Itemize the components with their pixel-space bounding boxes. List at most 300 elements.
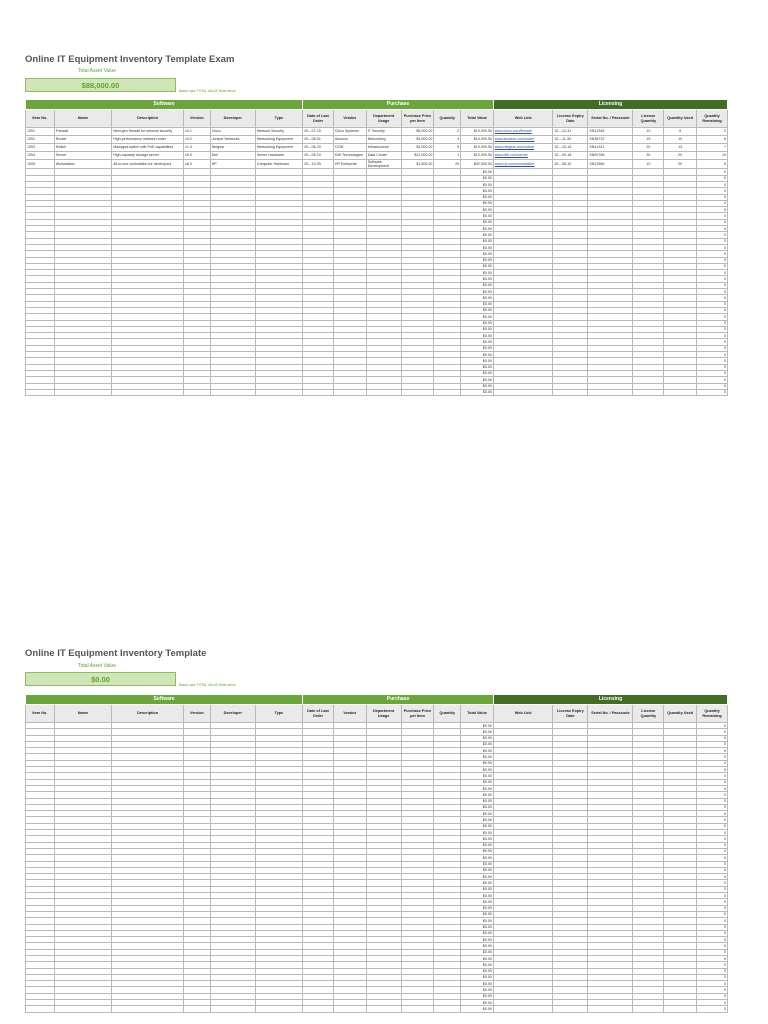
cell-vendor[interactable]: Dell Technologies xyxy=(333,152,366,160)
cell-license-quantity[interactable] xyxy=(633,389,664,395)
cell-quantity-remaining[interactable]: 7 xyxy=(697,144,728,152)
cell-total-value[interactable]: $0.00 xyxy=(461,911,494,917)
column-header-license-expiry[interactable]: License Expiry Date xyxy=(553,705,588,723)
cell-web-link[interactable] xyxy=(493,389,553,395)
column-header-purchase-price[interactable]: Purchase Price per Item xyxy=(401,705,434,723)
cell-total-value[interactable]: $0.00 xyxy=(461,798,494,804)
cell-item-no[interactable]: 1002 xyxy=(26,136,55,144)
cell-total-value[interactable]: $0.00 xyxy=(461,804,494,810)
cell-item-no[interactable] xyxy=(26,1006,55,1012)
cell-purchase-price[interactable]: $1,600.00 xyxy=(401,160,434,169)
cell-version[interactable]: v2.1 xyxy=(184,128,211,136)
cell-quantity-remaining[interactable]: 0 xyxy=(697,301,728,307)
cell-license-quantity[interactable]: 30 xyxy=(633,152,664,160)
cell-name[interactable]: Switch xyxy=(54,144,111,152)
cell-quantity-remaining[interactable]: 0 xyxy=(697,955,728,961)
cell-serial-no[interactable]: SN12565 xyxy=(588,160,633,169)
cell-quantity-remaining[interactable]: 0 xyxy=(697,767,728,773)
cell-quantity-remaining[interactable]: 0 xyxy=(697,333,728,339)
cell-total-value[interactable]: $0.00 xyxy=(461,767,494,773)
cell-quantity-remaining[interactable]: 0 xyxy=(697,1000,728,1006)
column-header-developer[interactable]: Developer xyxy=(210,110,255,128)
cell-department-usage[interactable] xyxy=(366,389,401,395)
cell-quantity[interactable] xyxy=(434,1006,461,1012)
cell-quantity-remaining[interactable]: 0 xyxy=(697,326,728,332)
cell-version[interactable]: v5.0 xyxy=(184,152,211,160)
cell-department-usage[interactable]: Data Center xyxy=(366,152,401,160)
cell-type[interactable] xyxy=(255,389,302,395)
cell-quantity-used[interactable]: 10 xyxy=(664,136,697,144)
cell-quantity-remaining[interactable]: 0 xyxy=(697,842,728,848)
cell-quantity-remaining[interactable]: 0 xyxy=(697,735,728,741)
cell-total-value[interactable]: $10,000.00 xyxy=(461,144,494,152)
cell-type[interactable]: Server Hardware xyxy=(255,152,302,160)
column-header-date-of-last-order[interactable]: Date of Last Order xyxy=(303,705,334,723)
cell-total-value[interactable]: $0.00 xyxy=(461,339,494,345)
cell-total-value[interactable]: $0.00 xyxy=(461,899,494,905)
cell-developer[interactable]: Juniper Networks xyxy=(210,136,255,144)
cell-quantity-remaining[interactable]: 5 xyxy=(697,160,728,169)
cell-department-usage[interactable]: Software Development xyxy=(366,160,401,169)
cell-total-value[interactable]: $0.00 xyxy=(461,1006,494,1012)
cell-total-value[interactable]: $0.00 xyxy=(461,200,494,206)
cell-total-value[interactable]: $0.00 xyxy=(461,974,494,980)
cell-description[interactable]: Next-gen firewall for network security xyxy=(112,128,184,136)
cell-quantity-remaining[interactable]: 0 xyxy=(697,383,728,389)
cell-quantity[interactable]: 20 xyxy=(434,160,461,169)
cell-total-value[interactable]: $0.00 xyxy=(461,295,494,301)
cell-total-value[interactable]: $0.00 xyxy=(461,383,494,389)
cell-quantity-remaining[interactable]: 0 xyxy=(697,169,728,175)
cell-serial-no[interactable]: SN38723 xyxy=(588,136,633,144)
cell-type[interactable]: Networking Equipment xyxy=(255,144,302,152)
cell-total-value[interactable]: $0.00 xyxy=(461,270,494,276)
cell-total-value[interactable]: $0.00 xyxy=(461,377,494,383)
cell-serial-no[interactable]: SN92785 xyxy=(588,152,633,160)
cell-serial-no[interactable] xyxy=(588,389,633,395)
cell-total-value[interactable]: $0.00 xyxy=(461,175,494,181)
cell-total-value[interactable]: $0.00 xyxy=(461,886,494,892)
cell-total-value[interactable]: $0.00 xyxy=(461,918,494,924)
cell-total-value[interactable]: $0.00 xyxy=(461,244,494,250)
column-header-quantity-remaining[interactable]: Quantity Remaining xyxy=(697,110,728,128)
cell-quantity-remaining[interactable]: 0 xyxy=(697,830,728,836)
cell-quantity-remaining[interactable]: 0 xyxy=(697,924,728,930)
cell-total-value[interactable]: $0.00 xyxy=(461,735,494,741)
cell-web-link[interactable]: www.netgear.com/switch xyxy=(493,144,553,152)
cell-quantity-remaining[interactable]: 0 xyxy=(697,295,728,301)
cell-total-value[interactable]: $0.00 xyxy=(461,867,494,873)
cell-quantity-used[interactable]: 8 xyxy=(664,128,697,136)
cell-purchase-price[interactable]: $2,000.00 xyxy=(401,144,434,152)
cell-total-value[interactable]: $0.00 xyxy=(461,836,494,842)
cell-quantity-remaining[interactable]: 0 xyxy=(697,370,728,376)
cell-version[interactable] xyxy=(184,1006,211,1012)
cell-quantity-remaining[interactable]: 0 xyxy=(697,257,728,263)
cell-total-value[interactable]: $0.00 xyxy=(461,364,494,370)
cell-total-value[interactable]: $0.00 xyxy=(461,848,494,854)
cell-name[interactable] xyxy=(54,1006,111,1012)
cell-quantity-remaining[interactable]: 2 xyxy=(697,128,728,136)
cell-total-value[interactable]: $0.00 xyxy=(461,874,494,880)
column-header-purchase-price[interactable]: Purchase Price per Item xyxy=(401,110,434,128)
cell-total-value[interactable]: $0.00 xyxy=(461,251,494,257)
cell-item-no[interactable]: 1004 xyxy=(26,152,55,160)
cell-license-expiry[interactable]: 20---09-18 xyxy=(553,152,588,160)
cell-department-usage[interactable]: Infrastructure xyxy=(366,144,401,152)
cell-quantity-remaining[interactable]: 0 xyxy=(697,804,728,810)
cell-version[interactable] xyxy=(184,389,211,395)
cell-license-expiry[interactable]: 20---11-30 xyxy=(553,136,588,144)
column-header-quantity[interactable]: Quantity xyxy=(434,705,461,723)
cell-quantity-remaining[interactable]: 0 xyxy=(697,943,728,949)
column-header-date-of-last-order[interactable]: Date of Last Order xyxy=(303,110,334,128)
column-header-web-link[interactable]: Web Link xyxy=(493,705,553,723)
cell-quantity-remaining[interactable]: 0 xyxy=(697,345,728,351)
cell-total-value[interactable]: $10,000.00 xyxy=(461,128,494,136)
cell-name[interactable]: Workstation xyxy=(54,160,111,169)
cell-license-quantity[interactable]: 10 xyxy=(633,160,664,169)
cell-quantity-remaining[interactable]: 0 xyxy=(697,729,728,735)
cell-quantity-remaining[interactable]: 0 xyxy=(697,251,728,257)
cell-date-of-last-order[interactable]: 20---08-01 xyxy=(303,136,334,144)
cell-version[interactable]: v8.3 xyxy=(184,160,211,169)
cell-total-value[interactable]: $0.00 xyxy=(461,861,494,867)
cell-vendor[interactable] xyxy=(333,389,366,395)
column-header-version[interactable]: Version xyxy=(184,110,211,128)
cell-item-no[interactable]: 1003 xyxy=(26,144,55,152)
cell-total-value[interactable]: $0.00 xyxy=(461,817,494,823)
cell-license-expiry[interactable]: 20---08-10 xyxy=(553,160,588,169)
cell-license-expiry[interactable] xyxy=(553,1006,588,1012)
cell-web-link[interactable] xyxy=(493,1006,553,1012)
cell-name[interactable] xyxy=(54,389,111,395)
cell-quantity-remaining[interactable]: 0 xyxy=(697,723,728,729)
cell-purchase-price[interactable]: $3,500.00 xyxy=(401,136,434,144)
cell-quantity[interactable]: 2 xyxy=(434,128,461,136)
cell-quantity-remaining[interactable]: 0 xyxy=(697,886,728,892)
cell-quantity-remaining[interactable]: 0 xyxy=(697,785,728,791)
cell-purchase-price[interactable] xyxy=(401,389,434,395)
column-header-web-link[interactable]: Web Link xyxy=(493,110,553,128)
cell-total-value[interactable]: $0.00 xyxy=(461,307,494,313)
cell-quantity-remaining[interactable]: 0 xyxy=(697,213,728,219)
cell-license-expiry[interactable] xyxy=(553,389,588,395)
cell-total-value[interactable]: $0.00 xyxy=(461,924,494,930)
cell-total-value[interactable]: $0.00 xyxy=(461,754,494,760)
column-header-license-quantity[interactable]: License Quantity xyxy=(633,110,664,128)
cell-quantity[interactable] xyxy=(434,389,461,395)
cell-quantity-remaining[interactable]: 0 xyxy=(697,867,728,873)
cell-vendor[interactable]: HP Enterprise xyxy=(333,160,366,169)
cell-total-value[interactable]: $0.00 xyxy=(461,741,494,747)
column-header-quantity[interactable]: Quantity xyxy=(434,110,461,128)
cell-quantity-remaining[interactable]: 10 xyxy=(697,152,728,160)
cell-total-value[interactable]: $0.00 xyxy=(461,993,494,999)
cell-quantity[interactable]: 1 xyxy=(434,152,461,160)
cell-total-value[interactable]: $0.00 xyxy=(461,352,494,358)
cell-total-value[interactable]: $0.00 xyxy=(461,811,494,817)
cell-total-value[interactable]: $0.00 xyxy=(461,232,494,238)
cell-total-value[interactable]: $0.00 xyxy=(461,968,494,974)
cell-developer[interactable]: Cisco xyxy=(210,128,255,136)
column-header-quantity-used[interactable]: Quantity Used xyxy=(664,705,697,723)
column-header-license-quantity[interactable]: License Quantity xyxy=(633,705,664,723)
cell-quantity-remaining[interactable]: 0 xyxy=(697,364,728,370)
cell-total-value[interactable]: $0.00 xyxy=(461,226,494,232)
cell-description[interactable] xyxy=(112,389,184,395)
cell-web-link[interactable]: www.hp.com/workstation xyxy=(493,160,553,169)
cell-quantity-remaining[interactable]: 0 xyxy=(697,949,728,955)
column-header-serial-no[interactable]: Serial No. / Passcode xyxy=(588,110,633,128)
cell-purchase-price[interactable]: $12,000.00 xyxy=(401,152,434,160)
cell-name[interactable]: Router xyxy=(54,136,111,144)
cell-total-value[interactable]: $0.00 xyxy=(461,779,494,785)
cell-date-of-last-order[interactable]: 20---07-15 xyxy=(303,128,334,136)
cell-quantity-used[interactable]: 13 xyxy=(664,144,697,152)
cell-total-value[interactable]: $0.00 xyxy=(461,282,494,288)
cell-quantity-remaining[interactable]: 0 xyxy=(697,389,728,395)
cell-vendor[interactable]: Amazon xyxy=(333,136,366,144)
cell-quantity-remaining[interactable]: 0 xyxy=(697,339,728,345)
cell-total-value[interactable]: $0.00 xyxy=(461,301,494,307)
cell-quantity-remaining[interactable]: 0 xyxy=(697,880,728,886)
cell-quantity-remaining[interactable]: 0 xyxy=(697,760,728,766)
cell-total-value[interactable]: $0.00 xyxy=(461,760,494,766)
cell-serial-no[interactable]: SN41321 xyxy=(588,144,633,152)
column-header-name[interactable]: Name xyxy=(54,705,111,723)
cell-quantity-remaining[interactable]: 0 xyxy=(697,962,728,968)
cell-quantity-remaining[interactable]: 5 xyxy=(697,136,728,144)
cell-purchase-price[interactable] xyxy=(401,1006,434,1012)
cell-total-value[interactable]: $0.00 xyxy=(461,785,494,791)
cell-total-value[interactable]: $0.00 xyxy=(461,930,494,936)
cell-total-value[interactable]: $0.00 xyxy=(461,748,494,754)
cell-web-link[interactable]: www.cisco.com/firewall xyxy=(493,128,553,136)
cell-item-no[interactable]: 1005 xyxy=(26,160,55,169)
cell-quantity-remaining[interactable]: 0 xyxy=(697,314,728,320)
cell-quantity-remaining[interactable]: 0 xyxy=(697,798,728,804)
cell-purchase-price[interactable]: $5,000.00 xyxy=(401,128,434,136)
cell-total-value[interactable]: $0.00 xyxy=(461,842,494,848)
column-header-vendor[interactable]: Vendor xyxy=(333,705,366,723)
cell-quantity-remaining[interactable]: 0 xyxy=(697,968,728,974)
cell-vendor[interactable]: Cisco Systems xyxy=(333,128,366,136)
column-header-quantity-remaining[interactable]: Quantity Remaining xyxy=(697,705,728,723)
cell-quantity-remaining[interactable]: 0 xyxy=(697,792,728,798)
cell-license-quantity[interactable]: 10 xyxy=(633,128,664,136)
cell-quantity-remaining[interactable]: 0 xyxy=(697,320,728,326)
cell-quantity-remaining[interactable]: 0 xyxy=(697,175,728,181)
column-header-vendor[interactable]: Vendor xyxy=(333,110,366,128)
cell-version[interactable]: v1.3 xyxy=(184,144,211,152)
cell-quantity-remaining[interactable]: 0 xyxy=(697,358,728,364)
cell-total-value[interactable]: $0.00 xyxy=(461,880,494,886)
cell-quantity-remaining[interactable]: 0 xyxy=(697,779,728,785)
cell-type[interactable]: Network Security xyxy=(255,128,302,136)
cell-total-value[interactable]: $0.00 xyxy=(461,358,494,364)
cell-quantity-remaining[interactable]: 0 xyxy=(697,194,728,200)
cell-total-value[interactable]: $0.00 xyxy=(461,188,494,194)
cell-department-usage[interactable]: Networking xyxy=(366,136,401,144)
cell-license-expiry[interactable]: 20---10-15 xyxy=(553,144,588,152)
cell-description[interactable]: High-performance network router xyxy=(112,136,184,144)
cell-date-of-last-order[interactable] xyxy=(303,389,334,395)
cell-type[interactable]: Computer Hardware xyxy=(255,160,302,169)
cell-quantity-remaining[interactable]: 0 xyxy=(697,930,728,936)
cell-description[interactable]: High-capacity storage server xyxy=(112,152,184,160)
cell-quantity-remaining[interactable]: 0 xyxy=(697,974,728,980)
column-header-description[interactable]: Description xyxy=(112,705,184,723)
cell-license-quantity[interactable]: 15 xyxy=(633,136,664,144)
cell-total-value[interactable]: $0.00 xyxy=(461,893,494,899)
cell-total-value[interactable]: $0.00 xyxy=(461,1000,494,1006)
cell-quantity-remaining[interactable]: 0 xyxy=(697,836,728,842)
cell-quantity-remaining[interactable]: 0 xyxy=(697,289,728,295)
cell-total-value[interactable]: $0.00 xyxy=(461,194,494,200)
cell-total-value[interactable]: $14,000.00 xyxy=(461,136,494,144)
cell-quantity-remaining[interactable]: 0 xyxy=(697,219,728,225)
cell-total-value[interactable]: $32,000.00 xyxy=(461,160,494,169)
column-header-serial-no[interactable]: Serial No. / Passcode xyxy=(588,705,633,723)
cell-quantity-remaining[interactable]: 0 xyxy=(697,981,728,987)
cell-quantity-remaining[interactable]: 0 xyxy=(697,993,728,999)
cell-total-value[interactable]: $0.00 xyxy=(461,389,494,395)
cell-quantity-used[interactable] xyxy=(664,389,697,395)
cell-quantity-remaining[interactable]: 0 xyxy=(697,244,728,250)
cell-total-value[interactable]: $0.00 xyxy=(461,289,494,295)
cell-date-of-last-order[interactable] xyxy=(303,1006,334,1012)
column-header-department-usage[interactable]: Department Usage xyxy=(366,705,401,723)
cell-quantity-remaining[interactable]: 0 xyxy=(697,207,728,213)
cell-department-usage[interactable]: IT Security xyxy=(366,128,401,136)
cell-total-value[interactable]: $0.00 xyxy=(461,182,494,188)
cell-quantity-remaining[interactable]: 0 xyxy=(697,893,728,899)
cell-item-no[interactable] xyxy=(26,389,55,395)
cell-quantity-remaining[interactable]: 0 xyxy=(697,748,728,754)
cell-description[interactable]: All-in-one workstation for developers xyxy=(112,160,184,169)
cell-quantity-remaining[interactable]: 0 xyxy=(697,276,728,282)
cell-item-no[interactable]: 1001 xyxy=(26,128,55,136)
cell-date-of-last-order[interactable]: 20---10-05 xyxy=(303,160,334,169)
cell-total-value[interactable]: $0.00 xyxy=(461,219,494,225)
cell-serial-no[interactable] xyxy=(588,1006,633,1012)
column-header-quantity-used[interactable]: Quantity Used xyxy=(664,110,697,128)
cell-total-value[interactable]: $0.00 xyxy=(461,830,494,836)
cell-quantity-remaining[interactable]: 0 xyxy=(697,987,728,993)
column-header-item-no[interactable]: Item No. xyxy=(26,705,55,723)
cell-total-value[interactable]: $0.00 xyxy=(461,981,494,987)
cell-vendor[interactable] xyxy=(333,1006,366,1012)
cell-quantity-remaining[interactable]: 0 xyxy=(697,200,728,206)
cell-total-value[interactable]: $0.00 xyxy=(461,238,494,244)
cell-developer[interactable] xyxy=(210,1006,255,1012)
column-header-license-expiry[interactable]: License Expiry Date xyxy=(553,110,588,128)
cell-quantity-remaining[interactable]: 0 xyxy=(697,741,728,747)
cell-quantity-remaining[interactable]: 0 xyxy=(697,773,728,779)
cell-total-value[interactable]: $0.00 xyxy=(461,276,494,282)
cell-total-value[interactable]: $0.00 xyxy=(461,823,494,829)
cell-total-value[interactable]: $0.00 xyxy=(461,333,494,339)
cell-quantity-remaining[interactable]: 0 xyxy=(697,263,728,269)
cell-total-value[interactable]: $0.00 xyxy=(461,962,494,968)
cell-quantity-remaining[interactable]: 0 xyxy=(697,848,728,854)
cell-description[interactable] xyxy=(112,1006,184,1012)
cell-total-value[interactable]: $0.00 xyxy=(461,949,494,955)
cell-total-value[interactable]: $0.00 xyxy=(461,169,494,175)
cell-quantity-remaining[interactable]: 0 xyxy=(697,270,728,276)
cell-quantity-remaining[interactable]: 0 xyxy=(697,899,728,905)
cell-total-value[interactable]: $0.00 xyxy=(461,213,494,219)
cell-total-value[interactable]: $12,000.00 xyxy=(461,152,494,160)
cell-total-value[interactable]: $0.00 xyxy=(461,207,494,213)
cell-quantity-used[interactable] xyxy=(664,1006,697,1012)
cell-total-value[interactable]: $0.00 xyxy=(461,855,494,861)
cell-total-value[interactable]: $0.00 xyxy=(461,937,494,943)
cell-department-usage[interactable] xyxy=(366,1006,401,1012)
cell-quantity-used[interactable]: 20 xyxy=(664,160,697,169)
cell-quantity-remaining[interactable]: 0 xyxy=(697,377,728,383)
cell-type[interactable] xyxy=(255,1006,302,1012)
cell-quantity-remaining[interactable]: 0 xyxy=(697,861,728,867)
cell-total-value[interactable]: $0.00 xyxy=(461,314,494,320)
cell-total-value[interactable]: $0.00 xyxy=(461,370,494,376)
column-header-type[interactable]: Type xyxy=(255,110,302,128)
column-header-department-usage[interactable]: Department Usage xyxy=(366,110,401,128)
cell-quantity-remaining[interactable]: 0 xyxy=(697,182,728,188)
cell-total-value[interactable]: $0.00 xyxy=(461,905,494,911)
column-header-item-no[interactable]: Item No. xyxy=(26,110,55,128)
cell-quantity-remaining[interactable]: 0 xyxy=(697,874,728,880)
cell-name[interactable]: Firewall xyxy=(54,128,111,136)
cell-quantity-remaining[interactable]: 0 xyxy=(697,811,728,817)
cell-quantity-remaining[interactable]: 0 xyxy=(697,232,728,238)
cell-date-of-last-order[interactable]: 20---05-10 xyxy=(303,152,334,160)
cell-total-value[interactable]: $0.00 xyxy=(461,723,494,729)
cell-quantity-remaining[interactable]: 0 xyxy=(697,352,728,358)
cell-quantity-remaining[interactable]: 0 xyxy=(697,911,728,917)
cell-quantity-remaining[interactable]: 0 xyxy=(697,918,728,924)
cell-total-value[interactable]: $0.00 xyxy=(461,987,494,993)
cell-quantity-remaining[interactable]: 0 xyxy=(697,817,728,823)
cell-quantity-remaining[interactable]: 0 xyxy=(697,226,728,232)
cell-vendor[interactable]: CDW xyxy=(333,144,366,152)
cell-name[interactable]: Server xyxy=(54,152,111,160)
cell-quantity-remaining[interactable]: 0 xyxy=(697,754,728,760)
column-header-total-value[interactable]: Total Value xyxy=(461,110,494,128)
cell-developer[interactable]: Dell xyxy=(210,152,255,160)
cell-type[interactable]: Networking Equipment xyxy=(255,136,302,144)
column-header-developer[interactable]: Developer xyxy=(210,705,255,723)
cell-quantity-used[interactable]: 20 xyxy=(664,152,697,160)
cell-total-value[interactable]: $0.00 xyxy=(461,345,494,351)
cell-total-value[interactable]: $0.00 xyxy=(461,943,494,949)
cell-quantity-remaining[interactable]: 0 xyxy=(697,905,728,911)
cell-web-link[interactable]: www.dell.com/server xyxy=(493,152,553,160)
cell-quantity-remaining[interactable]: 0 xyxy=(697,1006,728,1012)
cell-quantity-remaining[interactable]: 0 xyxy=(697,823,728,829)
cell-quantity-remaining[interactable]: 0 xyxy=(697,238,728,244)
cell-total-value[interactable]: $0.00 xyxy=(461,729,494,735)
cell-quantity-remaining[interactable]: 0 xyxy=(697,307,728,313)
column-header-description[interactable]: Description xyxy=(112,110,184,128)
cell-total-value[interactable]: $0.00 xyxy=(461,326,494,332)
cell-web-link[interactable]: www.amazon.com/router xyxy=(493,136,553,144)
cell-date-of-last-order[interactable]: 20---06-20 xyxy=(303,144,334,152)
cell-license-expiry[interactable]: 20---12-31 xyxy=(553,128,588,136)
cell-total-value[interactable]: $0.00 xyxy=(461,257,494,263)
cell-total-value[interactable]: $0.00 xyxy=(461,792,494,798)
